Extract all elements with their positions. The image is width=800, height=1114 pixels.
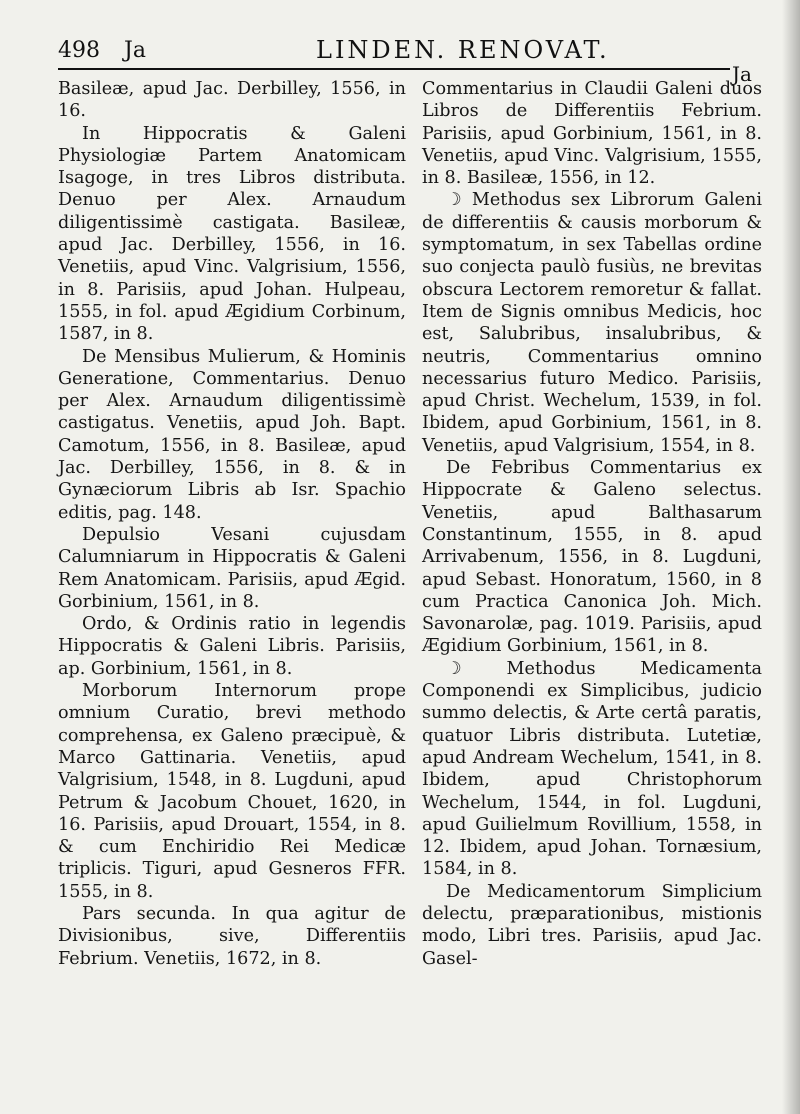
bibliography-entry: Commentarius in Claudii Galeni duos Libros de Differentiis Febrium. Parisiis, apud Gorbinium, 1561, in 8. Venetiis, apud Vinc. Valgrisium, 1555, in 8. Basileæ, 1556, in 12. <box>422 79 762 189</box>
header-catchletters-left: Ja <box>124 38 146 63</box>
bibliography-entry: Depulsio Vesani cujusdam Calumniarum in Hippocratis & Galeni Rem Anatomicam. Parisiis, apud Ægid. Gorbinium, 1561, in 8. <box>58 524 406 612</box>
bibliography-entry: ☽ Methodus sex Librorum Galeni de differentiis & causis morborum & symptomatum, in sex Tabellas ordine suo conjecta paulò fusiùs, ne brevitas obscura Lectorem remoretur & fallat. Item de Signis omnibus Medicis, hoc est, Salubribus, insalubribus, & neutris, Commentarius omnino necessarius futuro Medico. Parisiis, apud Christ. Wechelum, 1539, in fol. Ibidem, apud Gorbinium, 1561, in 8. Venetiis, apud Valgrisium, 1554, in 8. <box>422 190 762 456</box>
running-title: LINDEN. RENOVAT. <box>316 36 610 64</box>
bibliography-entry: ☽ Methodus Medicamenta Componendi ex Simplicibus, judicio summo delectis, & Arte certâ paratis, quatuor Libris distributa. Lutetiæ, apud Andream Wechelum, 1541, in 8. Ibidem, apud Christophorum Wechelum, 1544, in fol. Lugduni, apud Guilielmum Rovillium, 1558, in 12. Ibidem, apud Johan. Tornæsium, 1584, in 8. <box>422 658 762 880</box>
bibliography-entry: Morborum Internorum prope omnium Curatio, brevi methodo comprehensa, ex Galeno præcipuè, & Marco Gattinaria. Venetiis, apud Valgrisium, 1548, in 8. Lugduni, apud Petrum & Jacobum Chouet, 1620, in 16. Parisiis, apud Drouart, 1554, in 8. & cum Enchiridio Rei Medicæ triplicis. Tiguri, apud Gesneros FFR. 1555, in 8. <box>58 681 406 902</box>
bibliography-entry: De Mensibus Mulierum, & Hominis Generatione, Commentarius. Denuo per Alex. Arnaudum diligentissimè castigatus. Venetiis, apud Joh. Bapt. Camotum, 1556, in 8. Basileæ, apud Jac. Derbilley, 1556, in 8. & in Gynæciorum Libris ab Isr. Spachio editis, pag. 148. <box>58 346 406 523</box>
left-column <box>58 78 406 970</box>
header-catchletters-right: Ja <box>732 62 752 86</box>
right-column <box>422 78 762 970</box>
bibliography-entry: In Hippocratis & Galeni Physiologiæ Partem Anatomicam Isagoge, in tres Libros distributa. Denuo per Alex. Arnaudum diligentissimè castigata. Basileæ, apud Jac. Derbilley, 1556, in 16. Venetiis, apud Vinc. Valgrisium, 1556, in 8. Parisiis, apud Johan. Hulpeau, 1555, in fol. apud Ægidium Corbinum, 1587, in 8. <box>58 123 406 345</box>
bibliography-entry: Ordo, & Ordinis ratio in legendis Hippocratis & Galeni Libris. Parisiis, ap. Gorbinium, 1561, in 8. <box>58 614 406 679</box>
bibliography-entry: De Medicamentorum Simplicium delectu, præparationibus, mistionis modo, Libri tres. Parisiis, apud Jac. Gasel- <box>422 881 762 969</box>
bibliography-entry: Pars secunda. In qua agitur de Divisionibus, sive, Differentiis Febrium. Venetiis, 1672, in 8. <box>58 903 406 969</box>
bibliography-entry: De Febribus Commentarius ex Hippocrate & Galeno selectus. Venetiis, apud Balthasarum Constantinum, 1555, in 8. apud Arrivabenum, 1556, in 8. Lugduni, apud Sebast. Honoratum, 1560, in 8 cum Practica Canonica Joh. Mich. Savonarolæ, pag. 1019. Parisiis, apud Ægidium Gorbinium, 1561, in 8. <box>422 458 762 657</box>
header-rule <box>58 68 730 70</box>
bibliography-entry: Basileæ, apud Jac. Derbilley, 1556, in 16. <box>58 79 406 122</box>
page-number: 498 <box>58 38 100 63</box>
